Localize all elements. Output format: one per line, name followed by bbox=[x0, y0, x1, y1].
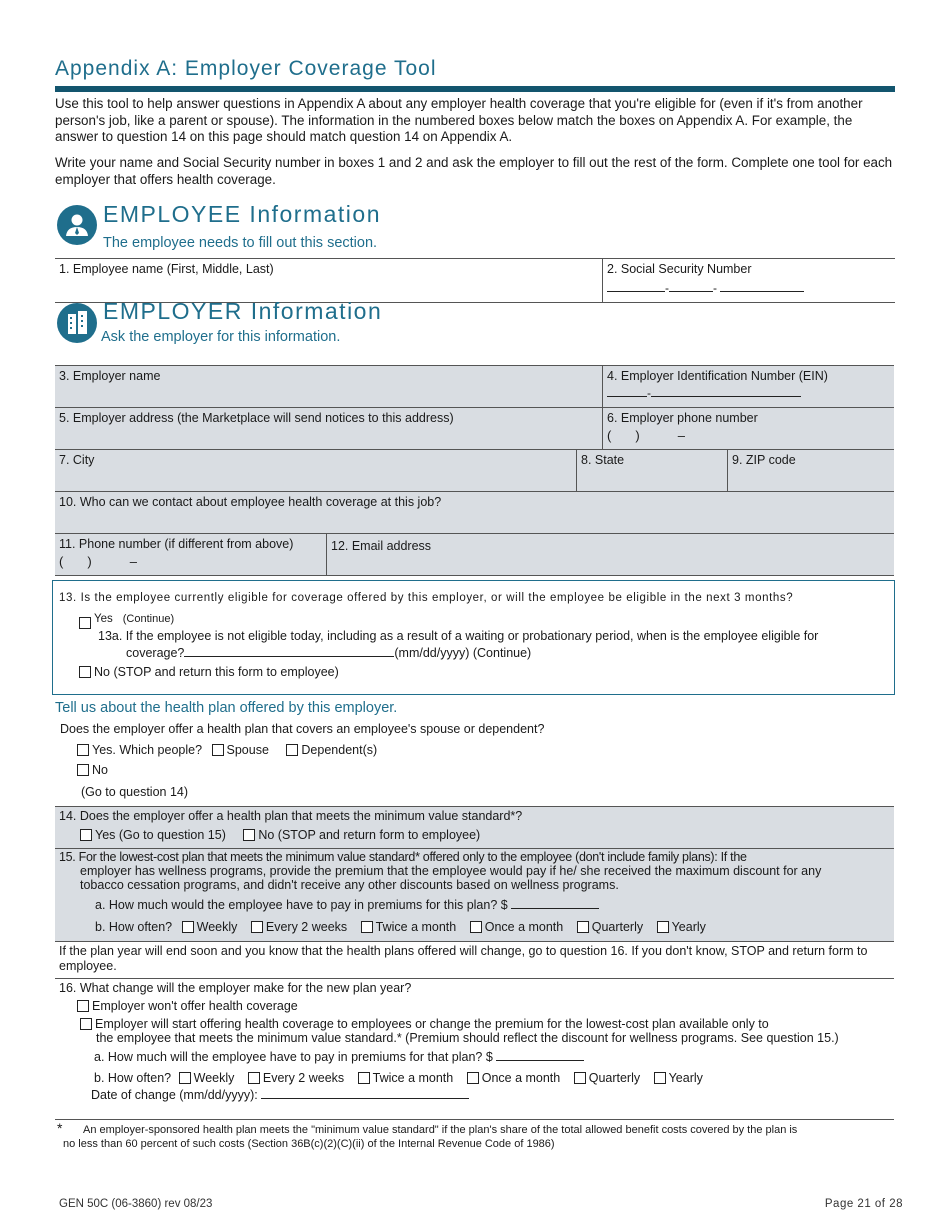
plan-yes-row: Yes. Which people? Spouse Dependent(s) bbox=[77, 743, 377, 757]
ssn-label: 2. Social Security Number bbox=[607, 262, 752, 276]
q16-date-field[interactable] bbox=[261, 1098, 469, 1099]
q16-a: a. How much will the employee have to pay in premiums for that plan? $ bbox=[94, 1050, 584, 1064]
zip-field[interactable] bbox=[728, 450, 894, 492]
state-field[interactable] bbox=[577, 450, 728, 492]
employer-address-field[interactable] bbox=[55, 408, 603, 450]
intro-paragraph-1: Use this tool to help answer questions in Appendix A about any employer health coverage that you're eligible for (even if it's from another person's job, like a parent or spouse). The information in the numbered boxes below match the boxes on Appendix A. For example, the answer to question 14 on this page should match question 14 on Appendix A. bbox=[55, 96, 863, 144]
q13-yes-checkbox[interactable] bbox=[79, 617, 91, 629]
employee-name-field[interactable] bbox=[55, 259, 603, 302]
city-label: 7. City bbox=[59, 453, 95, 467]
employer-name-field[interactable] bbox=[55, 366, 603, 408]
q16-every2weeks-checkbox[interactable] bbox=[248, 1072, 260, 1084]
q15-a: a. How much would the employee have to pay in premiums for this plan? $ bbox=[95, 898, 599, 912]
q13a-text: 13a. If the employee is not eligible today, including as a result of a waiting or probationary period, when is the employee eligible for coverage? (mm/dd/yyyy) (Continue) bbox=[98, 629, 819, 660]
employee-heading: EMPLOYEE Information bbox=[103, 201, 381, 227]
ssn-field[interactable] bbox=[603, 259, 895, 302]
employer-building-icon bbox=[57, 303, 97, 343]
q16-twicemonth-checkbox[interactable] bbox=[358, 1072, 370, 1084]
q15-every2weeks-checkbox[interactable] bbox=[251, 921, 263, 933]
employer-heading: EMPLOYER Information bbox=[103, 298, 383, 324]
q13-no-option[interactable]: No (STOP and return this form to employee) bbox=[79, 665, 339, 679]
state-label: 8. State bbox=[581, 453, 625, 467]
q15-twicemonth-checkbox[interactable] bbox=[361, 921, 373, 933]
q15-quarterly-checkbox[interactable] bbox=[577, 921, 589, 933]
q13-yes-option[interactable]: Yes (Continue) bbox=[79, 613, 174, 630]
ein-field[interactable] bbox=[603, 366, 894, 408]
employee-person-icon bbox=[57, 205, 97, 245]
contact-field[interactable] bbox=[55, 492, 894, 534]
email-label: 12. Email address bbox=[331, 539, 432, 553]
intro-paragraph-2: Write your name and Social Security number in boxes 1 and 2 and ask the employer to fill out the rest of the form. Complete one tool for each employer that offers health coverage. bbox=[55, 155, 893, 187]
phone2-blanks: ( ) – bbox=[59, 554, 137, 569]
ein-label: 4. Employer Identification Number (EIN) bbox=[607, 369, 828, 383]
q15-b: b. How often? Weekly Every 2 weeks Twice a month Once a month Quarterly Yearly bbox=[95, 920, 706, 934]
footnote-divider bbox=[55, 1119, 894, 1120]
email-field[interactable] bbox=[327, 534, 894, 575]
q16-quarterly-checkbox[interactable] bbox=[574, 1072, 586, 1084]
employer-name-label: 3. Employer name bbox=[59, 369, 161, 383]
plan-no-checkbox[interactable] bbox=[77, 764, 89, 776]
q16-oncemonth-checkbox[interactable] bbox=[467, 1072, 479, 1084]
q16-yearly-checkbox[interactable] bbox=[654, 1072, 666, 1084]
q13a-date-field[interactable] bbox=[184, 656, 394, 657]
plan-goto14: (Go to question 14) bbox=[81, 785, 189, 799]
employer-phone-blanks: ( ) – bbox=[607, 428, 685, 443]
q15-weekly-checkbox[interactable] bbox=[182, 921, 194, 933]
title-rule bbox=[55, 86, 895, 92]
q14-no-checkbox[interactable] bbox=[243, 829, 255, 841]
q16-weekly-checkbox[interactable] bbox=[179, 1072, 191, 1084]
q16-question: 16. What change will the employer make for the new plan year? bbox=[59, 981, 412, 995]
employer-address-label: 5. Employer address (the Marketplace will send notices to this address) bbox=[59, 411, 454, 425]
q15-premium-field[interactable] bbox=[511, 908, 599, 909]
q14-row bbox=[55, 807, 894, 849]
employer-table bbox=[55, 365, 894, 576]
plan-question: Does the employer offer a health plan that covers an employee's spouse or dependent? bbox=[60, 722, 545, 736]
q16-change-checkbox[interactable] bbox=[80, 1018, 92, 1030]
city-field[interactable] bbox=[55, 450, 577, 492]
q14-question: 14. Does the employer offer a health plan that meets the minimum value standard*? bbox=[59, 809, 523, 823]
contact-label: 10. Who can we contact about employee health coverage at this job? bbox=[59, 495, 442, 509]
q13-box bbox=[52, 580, 895, 695]
form-id: GEN 50C (06-3860) rev 08/23 bbox=[59, 1198, 213, 1210]
q16-no-coverage-checkbox[interactable] bbox=[77, 1000, 89, 1012]
employer-phone-label: 6. Employer phone number bbox=[607, 411, 758, 425]
plan-year-note: If the plan year will end soon and you know that the health plans offered will change, go to question 16. If you don't know, STOP and return form to employee. bbox=[59, 944, 868, 973]
employee-table bbox=[55, 258, 895, 303]
phone2-label: 11. Phone number (if different from above) bbox=[59, 537, 294, 551]
page-number: Page 21 of 28 bbox=[824, 1198, 903, 1210]
phone2-field[interactable] bbox=[55, 534, 327, 575]
zip-label: 9. ZIP code bbox=[732, 453, 796, 467]
spouse-checkbox[interactable] bbox=[212, 744, 224, 756]
employer-phone-field[interactable] bbox=[603, 408, 894, 450]
q14-yes-checkbox[interactable] bbox=[80, 829, 92, 841]
q14-q15-block bbox=[55, 806, 894, 942]
q15-oncemonth-checkbox[interactable] bbox=[470, 921, 482, 933]
q15-yearly-checkbox[interactable] bbox=[657, 921, 669, 933]
divider bbox=[55, 978, 894, 979]
footnote: An employer-sponsored health plan meets the "minimum value standard" if the plan's share of the total allowed benefit costs covered by the plan is no less than 60 percent of such costs (Section 36B(c)(2)(C)(ii) of the Internal Revenue Code of 1986) bbox=[63, 1124, 798, 1150]
ein-blanks: - bbox=[607, 386, 801, 400]
ssn-blanks: - - bbox=[607, 281, 804, 295]
q16-opt1: Employer won't offer health coverage bbox=[77, 999, 298, 1013]
q16-opt2: Employer will start offering health coverage to employees or change the premium for the lowest-cost plan available only to the employee that meets the minimum value standard.* (Premium should reflect the discount for wellness programs. See question 15.) bbox=[80, 1017, 839, 1045]
footnote-star: * bbox=[57, 1120, 63, 1136]
employer-subtitle: Ask the employer for this information. bbox=[101, 329, 341, 345]
q14-options: Yes (Go to question 15) No (STOP and return form to employee) bbox=[80, 828, 480, 842]
q16-b: b. How often? Weekly Every 2 weeks Twice a month Once a month Quarterly Yearly bbox=[94, 1071, 703, 1085]
q16-date: Date of change (mm/dd/yyyy): bbox=[91, 1088, 469, 1102]
employee-name-label: 1. Employee name (First, Middle, Last) bbox=[59, 262, 274, 276]
plan-no-row: No bbox=[77, 763, 108, 777]
q13-question: 13. Is the employee currently eligible for coverage offered by this employer, or will the employee be eligible in the next 3 months? bbox=[59, 592, 794, 604]
q15-question: 15. For the lowest-cost plan that meets the minimum value standard* offered only to the employee (don't include family plans): If the employer has wellness programs, provide the premium that the employee would pay if he/ she received the maximum discount for any tobacco cessation programs, and didn't receive any other discounts based on wellness programs. bbox=[59, 850, 822, 892]
page-title: Appendix A: Employer Coverage Tool bbox=[55, 57, 437, 80]
employee-subtitle: The employee needs to fill out this section. bbox=[103, 235, 378, 251]
dependents-checkbox[interactable] bbox=[286, 744, 298, 756]
plan-yes-checkbox[interactable] bbox=[77, 744, 89, 756]
q13-no-checkbox[interactable] bbox=[79, 666, 91, 678]
plan-heading: Tell us about the health plan offered by this employer. bbox=[55, 700, 398, 716]
q16-premium-field[interactable] bbox=[496, 1060, 584, 1061]
